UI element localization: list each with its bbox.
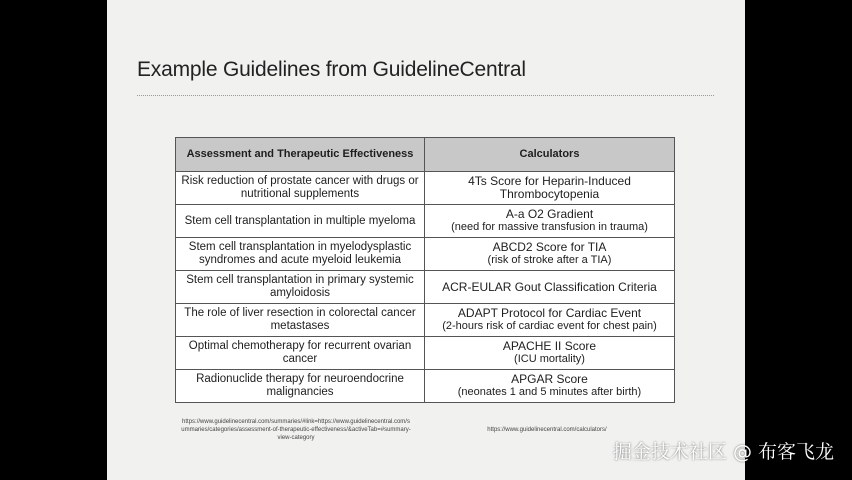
calculator-name: 4Ts Score for Heparin-Induced Thrombocytopenia <box>468 174 631 201</box>
calculator-note: (neonates 1 and 5 minutes after birth) <box>457 386 642 398</box>
calculator-note: (2-hours risk of cardiac event for chest pain) <box>442 320 657 332</box>
assessment-cell: Risk reduction of prostate cancer with drugs or nutritional supplements <box>176 172 425 205</box>
assessment-cell: Stem cell transplantation in primary systemic amyloidosis <box>176 271 425 304</box>
table-row <box>176 205 675 238</box>
calculator-cell <box>425 172 675 205</box>
table-header-row <box>176 138 675 172</box>
table-row <box>176 337 675 370</box>
calculator-cell <box>425 238 675 271</box>
calculator-name: ADAPT Protocol for Cardiac Event <box>457 306 642 320</box>
slide <box>107 0 745 480</box>
calculator-cell <box>425 370 675 403</box>
assessment-cell: Stem cell transplantation in myelodysplastic syndromes and acute myeloid leukemia <box>176 238 425 271</box>
slide-title: Example Guidelines from GuidelineCentral <box>137 58 526 81</box>
table-row <box>176 370 675 403</box>
calculator-name: APACHE II Score <box>502 339 597 353</box>
table-row <box>176 172 675 205</box>
calculator-name: A-a O2 Gradient <box>505 207 594 221</box>
calculator-name: ABCD2 Score for TIA <box>492 240 607 254</box>
table-row <box>176 238 675 271</box>
assessment-cell: Optimal chemotherapy for recurrent ovarian cancer <box>176 337 425 370</box>
calculator-cell <box>425 337 675 370</box>
calculator-cell <box>425 271 675 304</box>
source-link-calculators[interactable]: https://www.guidelinecentral.com/calculators/ <box>487 427 607 433</box>
source-link-summaries[interactable]: https://www.guidelinecentral.com/summaries/#link=https://www.guidelinecentral.com/summaries/categories/assessment-of-therapeutic-effectiveness/&activeTab=#summary-view-category <box>181 419 411 441</box>
header-assessment: Assessment and Therapeutic Effectiveness <box>176 138 425 172</box>
calculator-note: (ICU mortality) <box>514 353 585 365</box>
header-calculators: Calculators <box>425 138 675 172</box>
assessment-cell: Stem cell transplantation in multiple myeloma <box>176 205 425 238</box>
calculator-name: ACR-EULAR Gout Classification Criteria <box>442 279 657 294</box>
calculator-name: APGAR Score <box>511 372 588 386</box>
assessment-cell: The role of liver resection in colorectal cancer metastases <box>176 304 425 337</box>
watermark: 掘金技术社区 @ 布客飞龙 <box>612 441 834 463</box>
calculator-note: (risk of stroke after a TIA) <box>487 254 612 266</box>
table-row <box>176 271 675 304</box>
title-divider <box>137 95 714 96</box>
assessment-cell: Radionuclide therapy for neuroendocrine malignancies <box>176 370 425 403</box>
guidelines-table <box>175 137 675 403</box>
calculator-cell <box>425 304 675 337</box>
table-row <box>176 304 675 337</box>
calculator-cell <box>425 205 675 238</box>
calculator-note: (need for massive transfusion in trauma) <box>451 221 648 233</box>
